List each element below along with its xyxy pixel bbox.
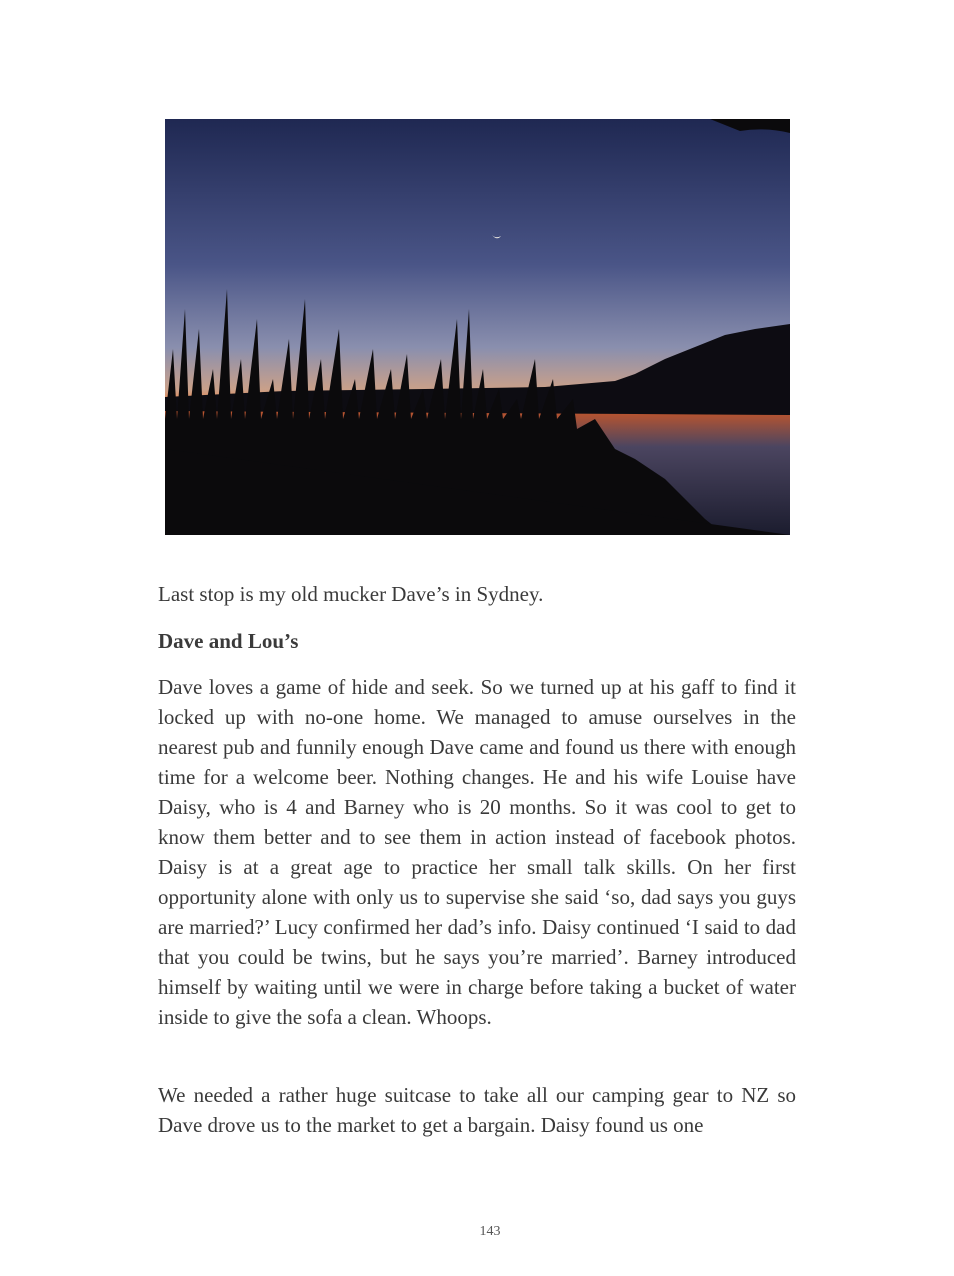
intro-sentence: Last stop is my old mucker Dave’s in Sydney. [158, 582, 544, 606]
page-number: 143 [479, 1224, 501, 1239]
body-paragraph: Dave loves a game of hide and seek. So we turned up at his gaff to find it locked up with no-one home. We managed to amuse ourselves in the nearest pub and funnily enough Dave came and found us there with enough time for a welcome beer. Nothing changes. He and his wife Louise have Daisy, who is 4 and Barney who is 20 months. So it was cool to get to know them better and to see them in action instead of facebook photos. Daisy is at a great age to practice her small talk skills. On her first opportunity alone with only us to supervise she said ‘so, dad says you guys are married?’ Lucy confirmed her dad’s info. Daisy continued ‘I said to dad that you could be twins, but he says you’re married’. Barney introduced himself by waiting until we were in charge before taking a bucket of water inside to give the sofa a clean. Whoops. [158, 675, 796, 1029]
body-paragraph: We needed a rather huge suitcase to take all our camping gear to NZ so Dave drove us to the market to get a bargain. Daisy found us one [158, 1083, 796, 1137]
section-heading: Dave and Lou’s [158, 629, 299, 653]
sunset-lake-photo [165, 119, 790, 535]
